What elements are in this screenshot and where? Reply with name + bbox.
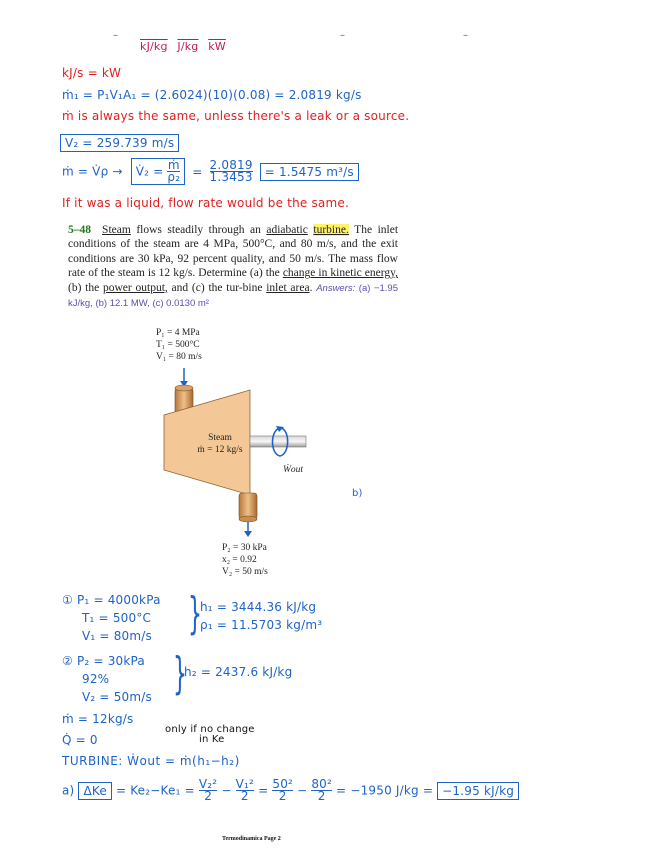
note-kjs-kw: kJ/s = kW: [62, 66, 122, 80]
note-vflow-result: = 1.5475 m³/s: [260, 163, 359, 181]
fig-inlet-labels: [156, 327, 202, 363]
state-1-p: P₁ = 4000kPa: [76, 593, 161, 607]
frac-50sq: [272, 779, 293, 802]
outlet-arrow-head: [244, 531, 252, 537]
work-note: [165, 725, 255, 745]
word-inlet-area: inlet area: [266, 281, 310, 294]
state-2-p: P₂ = 30kPa: [76, 654, 145, 668]
frac-v2sq-num: V₂²: [198, 777, 218, 791]
part-a-mid: = −1950 J/kg =: [336, 783, 434, 798]
answers-label: Answers:: [316, 282, 356, 294]
frac-80sq: [311, 779, 332, 802]
problem-text-1: flows steadily through an: [130, 224, 267, 236]
work-qdot: Q̇ = 0: [62, 733, 98, 747]
fig-x2: x₂ = 0.92: [222, 555, 257, 565]
state-2: [62, 652, 152, 706]
frac-50sq-den: 2: [278, 789, 287, 803]
work-mdot: ṁ = 12kg/s: [62, 712, 134, 726]
state-1-rho: ρ₁ = 11.5703 kg/m³: [200, 618, 323, 632]
page-footer: Termodinamica Page 2: [222, 836, 281, 842]
problem-text-3: The inlet conditions of the steam are 4 MPa, 500°C, and 80 m/s, and the exit conditions are 30 kPa, 92 percent quality, and 50 m/s. The mass flow rate of the steam is 12 kg/s. Determine (a) the: [68, 224, 399, 280]
word-power-output: power output,: [103, 281, 168, 294]
unit-kj-kg: kJ/kg: [140, 40, 168, 53]
state-1-t: T₁ = 500°C: [82, 611, 152, 625]
part-b-label: b): [352, 488, 363, 499]
note-mass-constant: ṁ is always the same, unless there's a leak or a source.: [62, 109, 410, 123]
frac-v1sq: [236, 779, 254, 802]
note-frac2-den: 1.3453: [209, 170, 253, 184]
frac-50sq-num: 50²: [272, 777, 294, 791]
frac-v1sq-num: V₁²: [235, 777, 255, 791]
state-2-x: 92%: [82, 672, 110, 686]
problem-text-6: .: [309, 281, 317, 294]
frac-v2sq: [199, 779, 217, 802]
header-units: [140, 40, 226, 53]
part-a-eq: = Ke₂−Ke₁ =: [115, 783, 195, 798]
work-note-1: only if no change: [165, 724, 255, 735]
note-frac1-num: ṁ: [167, 158, 180, 172]
fig-outlet-labels: [222, 542, 268, 578]
word-turbine: turbine.: [313, 224, 349, 236]
note-vdot2: V̇₂ =: [135, 164, 168, 179]
work-note-2: in Ke: [199, 734, 225, 745]
word-steam: Steam: [102, 224, 131, 236]
note-v2-box: V₂ = 259.739 m/s: [60, 134, 179, 152]
note-vflow-lhs: ṁ = V̇ρ →: [62, 164, 123, 179]
part-a: a) ΔKe = Ke₂−Ke₁ = $\frac{\text{V₂²}}{2}$ − $\frac{\text{V₁²}}{2}$ = $\frac{\text{50²}}{2}$ − $\frac{\text{80²}}{2}$ = −1950 J/kg = −1.95 kJ/kg: [62, 779, 519, 802]
problem-number: 5–48: [68, 224, 91, 236]
note-frac-m-rho: [167, 160, 180, 183]
note-liquid: If it was a liquid, flow rate would be the same.: [62, 196, 349, 210]
unit-j-kg: J/kg: [177, 40, 199, 53]
state-2-brace: }: [173, 648, 187, 699]
frac-80sq-den: 2: [317, 789, 326, 803]
note-frac2-num: 2.0819: [209, 158, 253, 172]
frac-80sq-num: 80²: [311, 777, 333, 791]
word-kinetic-energy: change in kinetic energy,: [282, 267, 398, 280]
word-adiabatic: adiabatic: [266, 224, 308, 236]
state-1: [62, 591, 161, 645]
fig-steam: Steam: [208, 433, 232, 443]
part-a-dke-box: ΔKe: [78, 782, 111, 800]
state-1-num: ①: [62, 593, 73, 607]
top-dash-3: –: [463, 30, 468, 41]
note-vflow-box: [131, 158, 186, 185]
state-2-v: V₂ = 50m/s: [82, 690, 152, 704]
fig-wout: Ẇout: [283, 465, 304, 475]
top-dash-2: –: [340, 30, 345, 41]
state-2-num: ②: [62, 654, 73, 668]
fig-v1: V₁ = 80 m/s: [156, 352, 202, 362]
problem-statement: [68, 223, 398, 311]
state-1-brace: }: [188, 588, 202, 639]
state-1-h: h₁ = 3444.36 kJ/kg: [200, 600, 317, 614]
problem-text-5: and (c) the tur-bine: [167, 281, 267, 294]
work-turbine: TURBINE: Ẇout = ṁ(h₁−h₂): [62, 754, 240, 768]
top-dash-1: –: [113, 30, 118, 41]
note-frac1-den: ρ₂: [167, 170, 181, 184]
frac-v2sq-den: 2: [204, 789, 213, 803]
frac-v1sq-den: 2: [240, 789, 249, 803]
note-mass-flow-calc: ṁ₁ = P₁V₁A₁ = (2.6024)(10)(0.08) = 2.0819 kg/s: [62, 88, 362, 102]
state-1-v: V₁ = 80m/s: [82, 629, 152, 643]
part-a-label: a): [62, 783, 75, 798]
state-2-h: h₂ = 2437.6 kJ/kg: [184, 665, 293, 679]
note-volume-flow: ṁ = V̇ρ → V̇₂ = $\frac{\text{ṁ}}{\text{ρ₂}}$ = $\frac{2.0819}{1.3453}$ = 1.5475 m³/s: [62, 158, 359, 185]
fig-p2: P₂ = 30 kPa: [222, 543, 267, 553]
fig-mdot: ṁ = 12 kg/s: [197, 445, 243, 455]
turbine-shaft: [250, 436, 306, 447]
answers-text: (a) −1.95 kJ/kg, (b) 12.1 MW, (c) 0.0130 m²: [68, 282, 398, 310]
fig-v2: V₂ = 50 m/s: [222, 567, 268, 577]
fig-p1: P₁ = 4 MPa: [156, 328, 200, 338]
fig-t1: T₁ = 500°C: [156, 340, 200, 350]
outlet-pipe: [239, 493, 257, 519]
state-1-props: [200, 598, 322, 634]
unit-kw: $\overline{kW}$: [208, 40, 226, 53]
problem-text-4: (b) the: [68, 281, 103, 294]
part-a-result: −1.95 kJ/kg: [437, 782, 519, 800]
fig-steam-label: [190, 432, 250, 456]
note-frac-values: [210, 160, 253, 183]
